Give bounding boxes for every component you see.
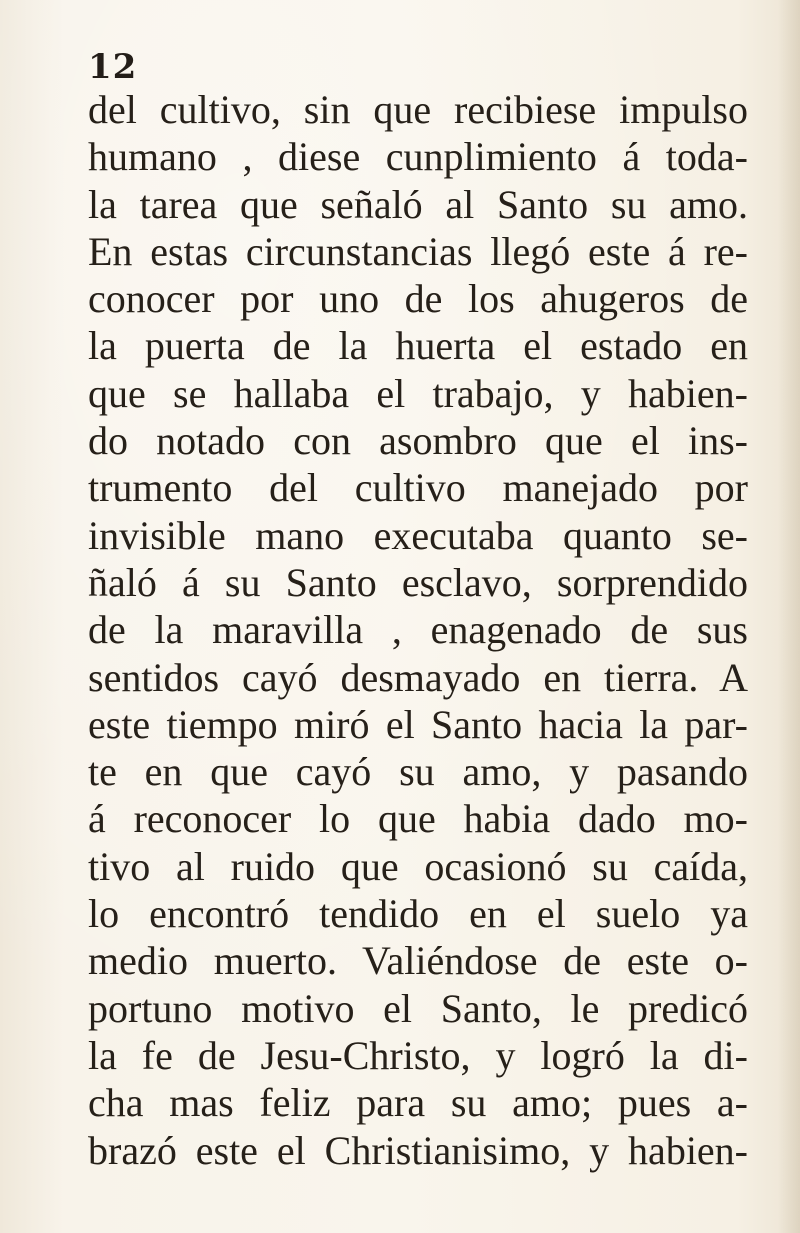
body-text (88, 86, 748, 1174)
text-line: la fe de Jesu-Christo, y logró la di- (88, 1032, 748, 1078)
page-edge-shadow (778, 0, 800, 1233)
text-line: brazó este el Christianisimo, y habien- (88, 1127, 748, 1173)
text-line: humano , diese cunplimiento á toda- (88, 134, 748, 180)
text-line: lo encontró tendido en el suelo ya (88, 891, 748, 937)
text-line: la tarea que señaló al Santo su amo. (88, 181, 748, 227)
page-number: 12 (88, 47, 138, 87)
text-line: cha mas feliz para su amo; pues a- (88, 1080, 748, 1126)
text-line: do notado con asombro que el ins- (88, 418, 748, 464)
text-line: de la maravilla , enagenado de sus (88, 607, 748, 653)
text-line: te en que cayó su amo, y pasando (88, 749, 748, 795)
text-line: tivo al ruido que ocasionó su caída, (88, 843, 748, 889)
text-line: sentidos cayó desmayado en tierra. A (88, 654, 748, 700)
text-line: del cultivo, sin que recibiese impulso (88, 87, 748, 132)
text-line: conocer por uno de los ahugeros de (88, 276, 748, 322)
text-line: á reconocer lo que habia dado mo- (88, 796, 748, 842)
text-line: ñaló á su Santo esclavo, sorprendido (88, 559, 748, 605)
text-line: que se hallaba el trabajo, y habien- (88, 370, 748, 416)
text-line: invisible mano executaba quanto se- (88, 512, 748, 558)
text-line: En estas circunstancias llegó este á re- (88, 228, 748, 274)
text-line: la puerta de la huerta el estado en (88, 323, 748, 369)
text-line: trumento del cultivo manejado por (88, 465, 748, 511)
text-line: portuno motivo el Santo, le predicó (88, 985, 748, 1031)
text-line: medio muerto. Valiéndose de este o- (88, 938, 748, 984)
text-line: este tiempo miró el Santo hacia la par- (88, 701, 748, 747)
